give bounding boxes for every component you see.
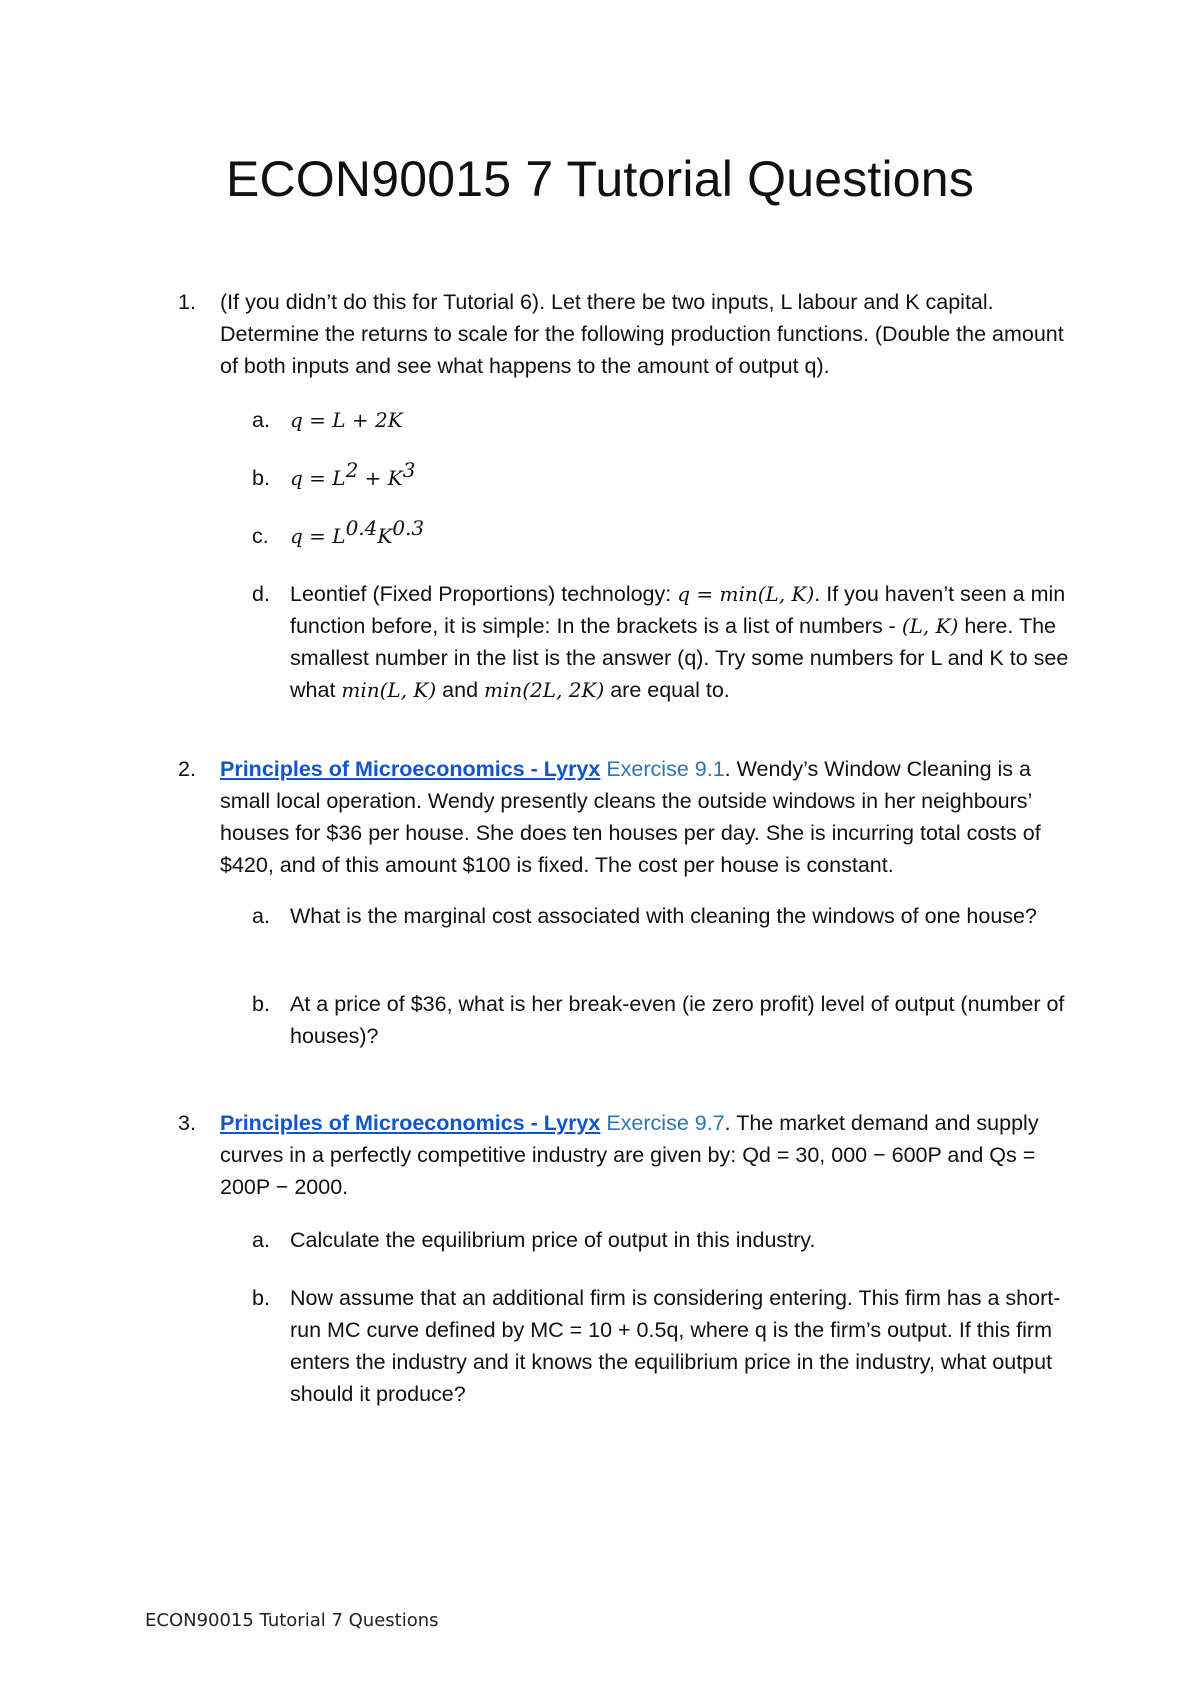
question-2-number: 2.	[178, 757, 196, 781]
question-2b-text: At a price of $36, what is her break-even (ie zero profit) level of output (number of houses)?	[290, 992, 1065, 1048]
lyryx-link[interactable]: Principles of Microeconomics - Lyryx	[220, 1111, 601, 1135]
question-1c-label: c.	[252, 524, 269, 548]
formula-1a: q = L + 2K	[290, 408, 403, 432]
formula-1b-lhs: q = L	[290, 466, 346, 490]
formula-1d-list: (L, K)	[901, 614, 959, 638]
question-1d-text	[290, 578, 1072, 706]
question-3b-label: b.	[252, 1286, 270, 1310]
question-1d-text-3: here. The smallest number in the list is the answer (q). Try some numbers for L and K to see what	[290, 614, 1069, 702]
question-3a-text: Calculate the equilibrium price of output in this industry.	[290, 1228, 816, 1252]
formula-1c	[290, 515, 1072, 552]
question-3	[178, 1107, 1078, 1203]
question-3a-label: a.	[252, 1228, 270, 1252]
question-2a-label: a.	[252, 904, 270, 928]
formula-1c-exp2: 0.3	[392, 515, 425, 540]
question-1a-label: a.	[252, 408, 270, 432]
question-3-number: 3.	[178, 1111, 196, 1135]
question-2b-label: b.	[252, 992, 270, 1016]
question-1b-label: b.	[252, 466, 270, 490]
question-3a	[252, 1224, 1072, 1256]
question-2a-text: What is the marginal cost associated with cleaning the windows of one house?	[290, 904, 1037, 928]
question-2-body: . Wendy’s Window Cleaning is a small local operation. Wendy presently cleans the outside windows in her neighbours’ houses for $36 per house. She does ten houses per day. She is incurring total costs of $420, and of this amount $100 is fixed. The cost per house is constant.	[220, 757, 1041, 877]
question-2-text	[220, 753, 1078, 881]
question-2b	[252, 988, 1072, 1052]
page-footer: ECON90015 Tutorial 7 Questions	[145, 1610, 439, 1631]
formula-1c-mid: K	[377, 524, 393, 548]
question-1a	[252, 404, 1072, 436]
formula-1b-exp2: 3	[402, 457, 416, 482]
question-1c	[252, 515, 1072, 552]
question-1d-text-4: and	[436, 678, 485, 702]
formula-1d-min-lk: min(L, K)	[341, 678, 437, 702]
formula-1c-exp1: 0.4	[345, 515, 378, 540]
exercise-9-7-ref: Exercise 9.7	[606, 1111, 725, 1135]
exercise-9-1-ref: Exercise 9.1	[606, 757, 725, 781]
formula-1b-mid: + K	[358, 466, 403, 490]
question-1-text: (If you didn’t do this for Tutorial 6). Let there be two inputs, L labour and K capital. Determine the returns to scale for the following production functions. (Double the amount of both inputs and see what happens to the amount of output q).	[220, 290, 1064, 378]
question-3b	[252, 1282, 1072, 1410]
page-title: ECON90015 7 Tutorial Questions	[225, 151, 975, 207]
lyryx-link[interactable]: Principles of Microeconomics - Lyryx	[220, 757, 601, 781]
formula-1d-min: q = min(L, K)	[677, 582, 815, 606]
question-1d	[252, 578, 1072, 706]
question-3b-text: Now assume that an additional firm is considering entering. This firm has a short-run MC curve defined by MC = 10 + 0.5q, where q is the firm’s output. If this firm enters the industry and it knows the equilibrium price in the industry, what output should it produce?	[290, 1286, 1061, 1406]
question-1d-label: d.	[252, 582, 270, 606]
formula-1b-exp1: 2	[345, 457, 359, 482]
question-1d-text-2: . If you haven’t seen a min function before, it is simple: In the brackets is a list of numbers -	[290, 582, 1066, 638]
question-1d-text-5: are equal to.	[604, 678, 730, 702]
question-2	[178, 753, 1078, 881]
question-1	[178, 286, 1078, 382]
question-1-number: 1.	[178, 290, 196, 314]
formula-1b	[290, 457, 1072, 494]
question-1d-text-1: Leontief (Fixed Proportions) technology:	[290, 582, 678, 606]
question-3-text	[220, 1107, 1078, 1203]
question-3-body: . The market demand and supply curves in a perfectly competitive industry are given by: Qd = 30, 000 − 600P and Qs = 200P − 2000.	[220, 1111, 1039, 1199]
question-2a	[252, 900, 1072, 932]
formula-1c-lhs: q = L	[290, 524, 346, 548]
question-1b	[252, 457, 1072, 494]
formula-1d-min-2l2k: min(2L, 2K)	[484, 678, 605, 702]
